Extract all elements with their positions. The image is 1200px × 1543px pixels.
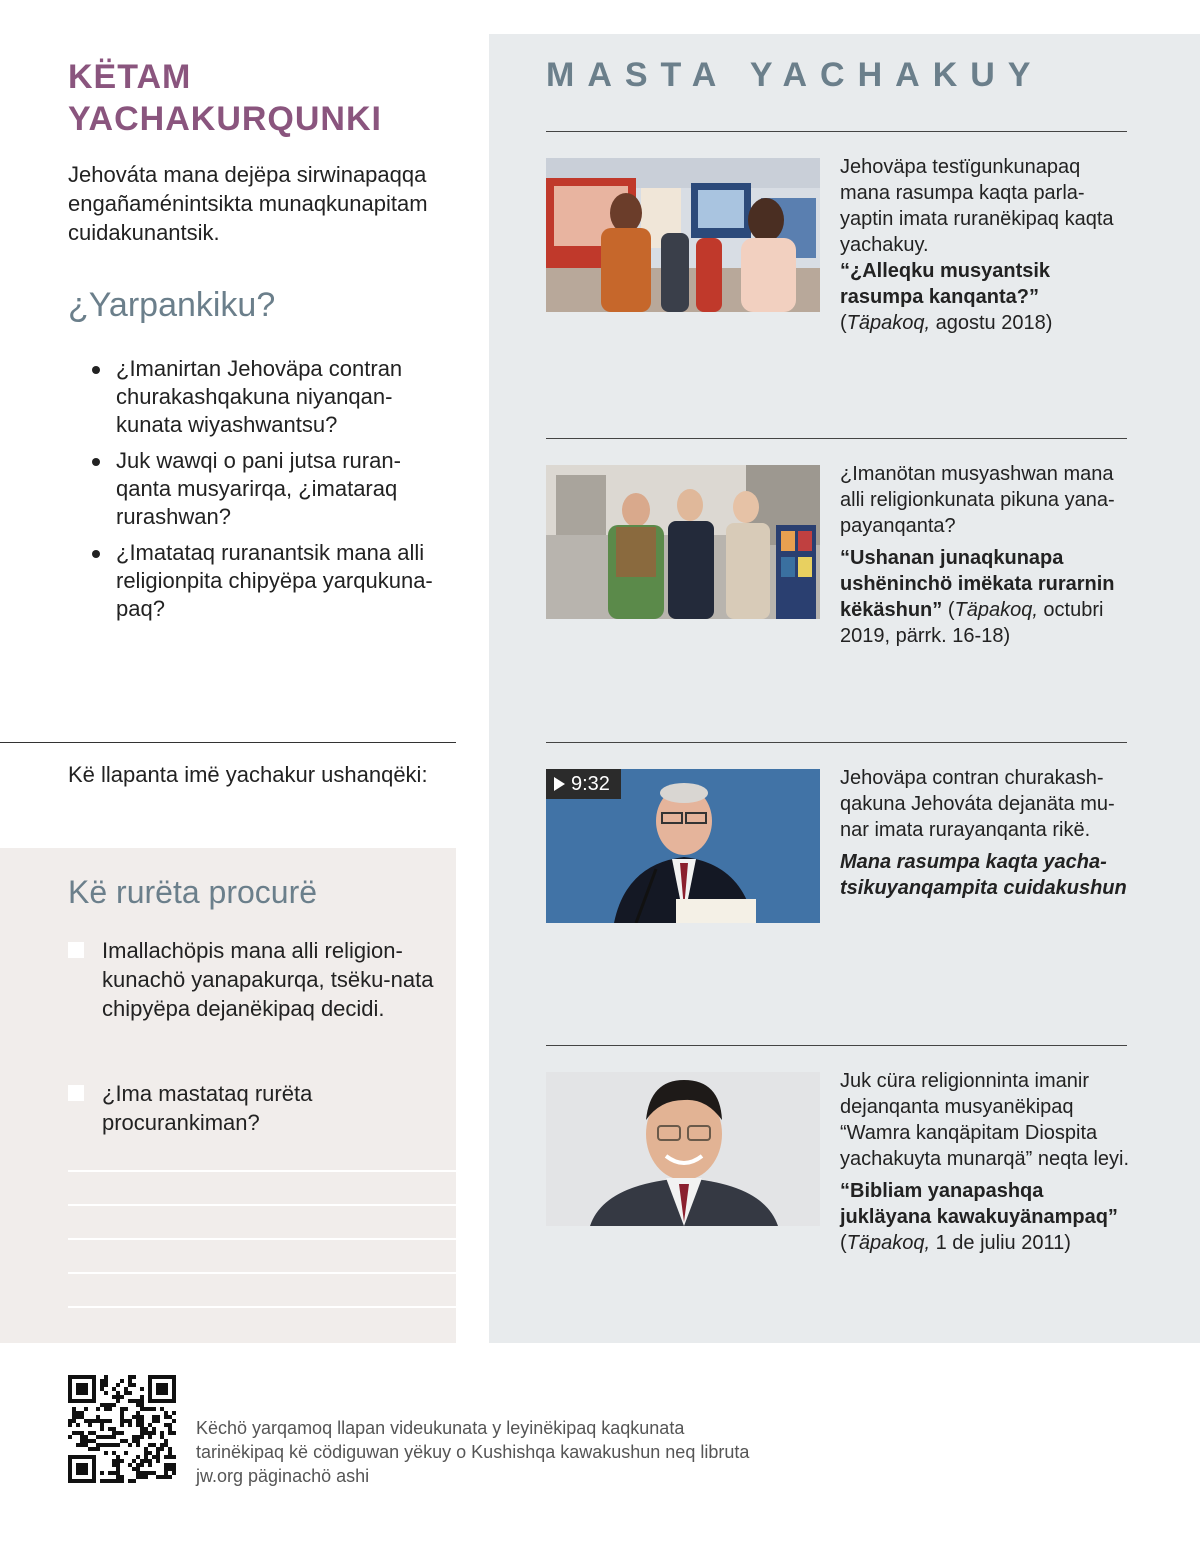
entry-2 bbox=[840, 461, 1130, 649]
thumbnail-cart-witnessing[interactable] bbox=[546, 465, 820, 619]
title-line-2: YACHAKURQUNKI bbox=[68, 100, 382, 138]
video-thumbnail[interactable] bbox=[546, 769, 820, 923]
entry-3 bbox=[840, 765, 1130, 901]
man-portrait-photo bbox=[546, 1072, 820, 1226]
question-item: Juk wawqi o pani jutsa ruran-qanta musyarirqa, ¿imataraq rurashwan? bbox=[92, 447, 452, 531]
thumbnail-media-crowd[interactable] bbox=[546, 158, 820, 312]
entry-reference: (Täpakoq, agostu 2018) bbox=[840, 312, 1053, 334]
article-title-link[interactable]: “Ushanan junaqkunapa ushëninchö imëkata rurarnin këkäshun” bbox=[840, 547, 1115, 621]
goal-heading: Kë rurëta procurë bbox=[68, 874, 318, 910]
video-duration-badge: 9:32 bbox=[546, 769, 621, 799]
street-witnessing-photo bbox=[546, 465, 820, 619]
goal-item-other: ¿Ima mastataq rurëta procurankiman? bbox=[68, 1079, 438, 1137]
write-line[interactable] bbox=[68, 1204, 456, 1206]
goal-item-decide: Imallachöpis mana alli religion-kunachö yanapakurqa, tsëku-nata chipyëpa dejanëkipaq decidi. bbox=[68, 936, 438, 1023]
question-item: ¿Imanirtan Jehoväpa contran churakashqakuna niyanqan-kunata wiyashwantsu? bbox=[92, 355, 452, 439]
checkbox-icon[interactable] bbox=[68, 942, 84, 958]
write-line[interactable] bbox=[68, 1272, 456, 1274]
play-icon bbox=[554, 777, 565, 791]
qr-code[interactable] bbox=[68, 1375, 176, 1483]
title-line-1: KËTAM bbox=[68, 58, 192, 96]
page-title bbox=[68, 56, 448, 140]
further-study-heading: MASTA YACHAKUY bbox=[546, 56, 1044, 94]
entry-description: ¿Imanötan musyashwan mana alli religionkunata pikuna yana-payanqanta? bbox=[840, 463, 1115, 537]
divider bbox=[546, 131, 1127, 132]
entry-description: Jehoväpa testïgunkunapaq mana rasumpa kaqta parla-yaptin imata ruranëkipaq kaqta yachakuy. bbox=[840, 156, 1114, 256]
entry-1 bbox=[840, 154, 1130, 336]
intro-text: Jehováta mana dejëpa sirwinapaqqa engañaménintsikta munaqkunapitam cuidakunantsik. bbox=[68, 162, 428, 245]
question-item: ¿Imatataq ruranantsik mana alli religionpita chipyëpa yarqukuna-paq? bbox=[92, 539, 452, 623]
article-title-link[interactable]: “Bibliam yanapashqa jukläyana kawakuyänampaq” bbox=[840, 1180, 1118, 1228]
divider bbox=[0, 742, 456, 743]
thumbnail-portrait[interactable] bbox=[546, 1072, 820, 1226]
entry-reference: (Täpakoq, 1 de juliu 2011) bbox=[840, 1232, 1071, 1254]
bullet-icon bbox=[92, 366, 100, 374]
media-crowd-illustration bbox=[546, 158, 820, 312]
write-line[interactable] bbox=[68, 1306, 456, 1308]
divider bbox=[546, 438, 1127, 439]
entry-4 bbox=[840, 1068, 1130, 1256]
checkbox-icon[interactable] bbox=[68, 1085, 84, 1101]
video-title-link[interactable]: Mana rasumpa kaqta yacha-tsikuyanqampita cuidakushun bbox=[840, 851, 1127, 899]
bullet-icon bbox=[92, 458, 100, 466]
bullet-icon bbox=[92, 550, 100, 558]
write-line[interactable] bbox=[68, 1170, 456, 1172]
entry-description: Jehoväpa contran churakash-qakuna Jehováta dejanäta mu-nar imata rurayanqanta rikë. bbox=[840, 767, 1115, 841]
questions-heading: ¿Yarpankiku? bbox=[68, 286, 276, 324]
qr-code-icon bbox=[68, 1375, 176, 1483]
entry-title-and-reference: “Ushanan junaqkunapa ushëninchö imëkata rurarnin këkäshun” (Täpakoq, octubri 2019, pärrk. 16-18) bbox=[840, 547, 1115, 647]
footer-text: Këchö yarqamoq llapan videukunata y leyinëkipaq kaqkunata tarinëkipaq kë cödiguwan yëkuy o Kushishqa kawakushun neq libruta jw.org päginachö ashi bbox=[196, 1418, 750, 1486]
write-line[interactable] bbox=[68, 1238, 456, 1240]
share-label: Kë llapanta imë yachakur ushanqëki: bbox=[68, 762, 428, 787]
questions-list bbox=[92, 355, 452, 631]
divider bbox=[546, 1045, 1127, 1046]
entry-description: Juk cüra religionninta imanir dejanqanta musyanëkipaq “Wamra kanqäpitam Diospita yachakuyta munarqä” neqta leyi. bbox=[840, 1070, 1130, 1170]
article-title-link[interactable]: “¿Alleqku musyantsik rasumpa kanqanta?” bbox=[840, 260, 1051, 308]
divider bbox=[546, 742, 1127, 743]
